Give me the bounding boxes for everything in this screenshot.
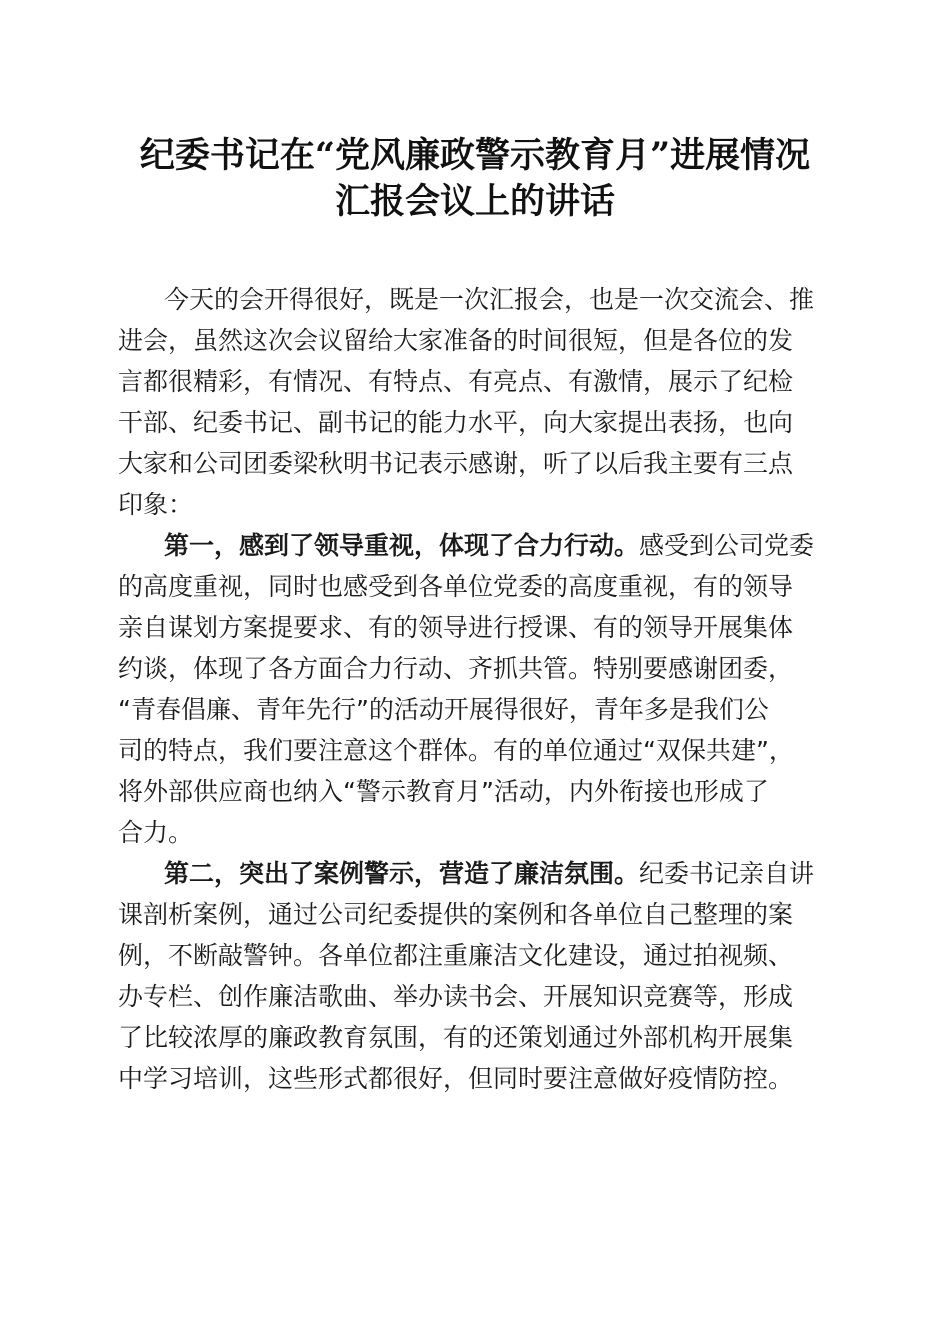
- paragraph-line: 进会，虽然这次会议留给大家准备的时间很短，但是各位的发: [118, 326, 794, 355]
- paragraph-line: 亲自谋划方案提要求、有的领导进行授课、有的领导开展集体: [118, 613, 794, 642]
- paragraph-line: 今天的会开得很好，既是一次汇报会，也是一次交流会、推: [164, 285, 815, 314]
- paragraph-line: 的高度重视，同时也感受到各单位党委的高度重视，有的领导: [118, 572, 794, 601]
- paragraph-line: “青春倡廉、青年先行”的活动开展得很好，青年多是我们公: [118, 695, 769, 724]
- paragraph-line: 印象：: [118, 490, 194, 519]
- title-line-1: 纪委书记在“党风廉政警示教育月”进展情况: [139, 135, 811, 176]
- document-title: [100, 133, 850, 225]
- paragraph-line: 将外部供应商也纳入“警示教育月”活动，内外衔接也形成了: [118, 777, 769, 806]
- paragraph-line: 了比较浓厚的廉政教育氛围，有的还策划通过外部机构开展集: [118, 1023, 794, 1052]
- paragraph-point-two: [118, 853, 834, 1099]
- paragraph-line: 办专栏、创作廉洁歌曲、举办读书会、开展知识竞赛等，形成: [118, 982, 794, 1011]
- paragraph-line: 干部、纪委书记、副书记的能力水平，向大家提出表扬，也向: [118, 408, 794, 437]
- paragraph-line: 合力。: [118, 818, 194, 847]
- document-body: [118, 279, 834, 1099]
- paragraph-first-line: [118, 525, 834, 566]
- paragraph-line-rest: 感受到公司党委: [639, 531, 815, 560]
- paragraph-line-rest: 纪委书记亲自讲: [639, 859, 815, 888]
- paragraph-line: 大家和公司团委梁秋明书记表示感谢，听了以后我主要有三点: [118, 449, 794, 478]
- paragraph-first-line: [118, 853, 834, 894]
- paragraph-line: 司的特点，我们要注意这个群体。有的单位通过“双保共建”，: [118, 736, 794, 765]
- paragraph-point-one: [118, 525, 834, 853]
- paragraph-line: 言都很精彩，有情况、有特点、有亮点、有激情，展示了纪检: [118, 367, 794, 396]
- paragraph-line: 课剖析案例，通过公司纪委提供的案例和各单位自己整理的案: [118, 900, 794, 929]
- paragraph-line: 约谈，体现了各方面合力行动、齐抓共管。特别要感谢团委，: [118, 654, 794, 683]
- paragraph-lead: 第二，突出了案例警示，营造了廉洁氛围。: [164, 859, 640, 888]
- paragraph-lead: 第一，感到了领导重视，体现了合力行动。: [164, 531, 640, 560]
- title-line-2: 汇报会议上的讲话: [334, 181, 615, 222]
- paragraph-line: 中学习培训，这些形式都很好，但同时要注意做好疫情防控。: [118, 1064, 794, 1093]
- paragraph-line: 例，不断敲警钟。各单位都注重廉洁文化建设，通过拍视频、: [118, 941, 794, 970]
- paragraph-intro: [118, 279, 834, 525]
